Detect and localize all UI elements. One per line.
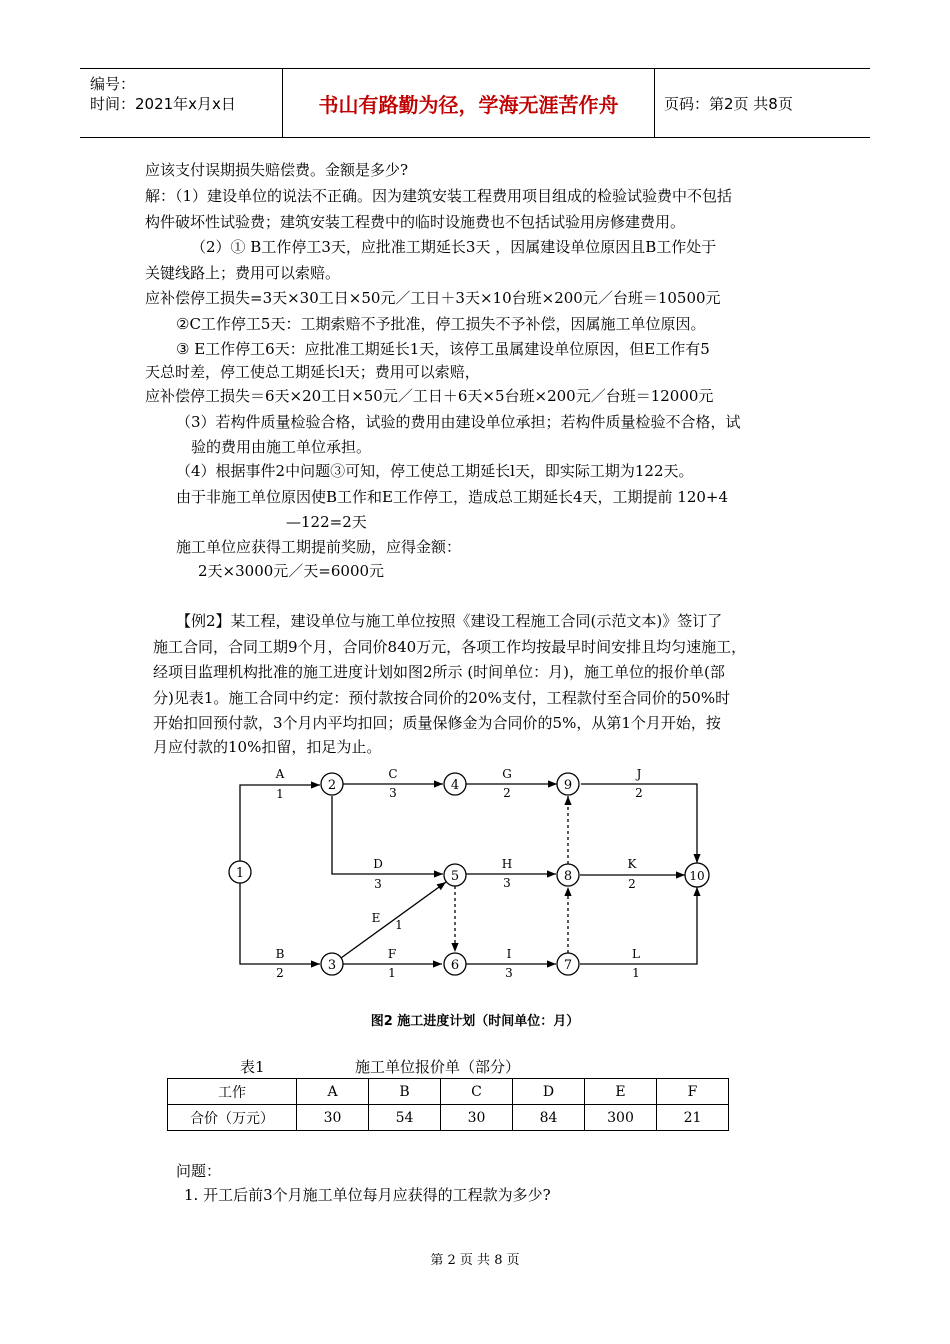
node-label-2: 2 — [327, 778, 337, 793]
table-cell: 30 — [297, 1105, 369, 1131]
body-line: 验的费用由施工单位承担。 — [191, 438, 372, 456]
activity-e-duration: 1 — [395, 918, 403, 932]
node-label-4: 4 — [450, 778, 460, 793]
table-cell: 30 — [441, 1105, 513, 1131]
activity-h-name: H — [501, 857, 513, 871]
body-line: （4）根据事件2中问题③可知，停工使总工期延长l天，即实际工期为122天。 — [176, 462, 694, 480]
body-line: 应补偿停工损失=3天×30工日×50元／工日＋3天×10台班×200元／台班＝10500元 — [145, 289, 721, 307]
activity-a-name: A — [275, 767, 285, 781]
activity-i-name: I — [506, 947, 512, 961]
table-subtitle: 施工单位报价单（部分） — [355, 1058, 521, 1076]
table-header-row — [168, 1079, 729, 1105]
table-cell: 54 — [369, 1105, 441, 1131]
time-label: 时间：2021年x月x日 — [90, 95, 236, 113]
table-cell: 84 — [513, 1105, 585, 1131]
table-title: 表1 — [240, 1058, 265, 1076]
body-line: （2）① B工作停工3天，应批准工期延长3天 ，因属建设单位原因且B工作处于 — [191, 238, 717, 256]
activity-k-duration: 2 — [628, 877, 636, 891]
body-line: （3）若构件质量检验合格，试验的费用由建设单位承担；若构件质量检验不合格，试 — [176, 413, 741, 431]
activity-d-name: D — [373, 857, 383, 871]
example-line: 【例2】某工程，建设单位与施工单位按照《建设工程施工合同(示范文本)》签订了 — [176, 612, 723, 630]
example-line: 经项目监理机构批准的施工进度计划如图2所示 (时间单位：月)，施工单位的报价单(部 — [153, 663, 725, 681]
table-cell: 合价（万元） — [168, 1105, 297, 1131]
activity-a-duration: 1 — [276, 787, 284, 801]
body-line: ③ E工作停工6天：应批准工期延长1天，该停工虽属建设单位原因，但E工作有5 — [176, 340, 710, 358]
activity-i-duration: 3 — [505, 966, 513, 980]
body-line: 解：（1）建设单位的说法不正确。因为建筑安装工程费用项目组成的检验试验费中不包括 — [145, 187, 733, 205]
quote-table — [167, 1078, 729, 1131]
number-label: 编号： — [90, 75, 136, 93]
activity-j-name: J — [636, 767, 642, 781]
example-line: 分)见表1。施工合同中约定：预付款按合同价的20%支付，工程款付至合同价的50%时 — [153, 689, 731, 707]
body-line: 关键线路上；费用可以索赔。 — [145, 264, 341, 282]
body-line: 应该支付误期损失赔偿费。金额是多少? — [145, 161, 409, 179]
body-line: 应补偿停工损失＝6天×20工日×50元／工日＋6天×5台班×200元／台班＝12000元 — [145, 387, 714, 405]
header-motto: 书山有路勤为径，学海无涯苦作舟 — [283, 69, 655, 137]
node-label-7: 7 — [563, 958, 573, 973]
activity-b-duration: 2 — [276, 966, 284, 980]
table-cell: 工作 — [168, 1079, 297, 1105]
activity-k-name: K — [627, 857, 637, 871]
table-cell: 300 — [585, 1105, 657, 1131]
body-line: 天总时差，停工使总工期延长l天；费用可以索赔， — [145, 363, 480, 381]
activity-l-name: L — [632, 947, 640, 961]
node-label-9: 9 — [563, 778, 573, 793]
table-cell: D — [513, 1079, 585, 1105]
table-cell: C — [441, 1079, 513, 1105]
body-line: —122=2天 — [286, 513, 367, 531]
node-label-8: 8 — [563, 869, 573, 884]
table-cell: F — [657, 1079, 729, 1105]
body-line: 构件破坏性试验费；建筑安装工程费中的临时设施费也不包括试验用房修建费用。 — [145, 213, 686, 231]
activity-d-duration: 3 — [374, 877, 382, 891]
activity-j-duration: 2 — [635, 786, 643, 800]
figure-caption: 图2 施工进度计划（时间单位：月） — [370, 1014, 580, 1029]
activity-g-name: G — [502, 767, 512, 781]
activity-c-name: C — [388, 767, 398, 781]
page-info-text: 页码：第2页 共8页 — [664, 94, 793, 113]
node-label-1: 1 — [235, 866, 245, 881]
body-line: ②C工作停工5天：工期索赔不予批准，停工损失不予补偿，因属施工单位原因。 — [176, 315, 706, 333]
activity-h-duration: 3 — [503, 876, 511, 890]
question-item: 1. 开工后前3个月施工单位每月应获得的工程款为多少? — [184, 1186, 551, 1204]
questions-label: 问题： — [176, 1162, 222, 1180]
activity-f-duration: 1 — [388, 966, 396, 980]
table-cell: A — [297, 1079, 369, 1105]
body-line: 由于非施工单位原因使B工作和E工作停工，造成总工期延长4天，工期提前 120+4 — [176, 488, 729, 506]
node-label-5: 5 — [450, 869, 460, 884]
table-cell: B — [369, 1079, 441, 1105]
node-label-6: 6 — [450, 958, 460, 973]
node-label-3: 3 — [327, 958, 337, 973]
table-row — [168, 1105, 729, 1131]
table-cell: 21 — [657, 1105, 729, 1131]
body-line: 施工单位应获得工期提前奖励，应得金额： — [176, 538, 462, 556]
arrow-d — [332, 796, 443, 874]
example-line: 施工合同，合同工期9个月，合同价840万元，各项工作均按最早时间安排且均匀速施工， — [153, 638, 747, 656]
node-label-10: 10 — [689, 869, 705, 883]
activity-b-name: B — [275, 947, 285, 961]
page-footer: 第 2 页 共 8 页 — [430, 1253, 520, 1268]
example-line: 月应付款的10%扣留，扣足为止。 — [153, 738, 382, 756]
body-line: 2天×3000元／天=6000元 — [198, 562, 385, 580]
example-line: 开始扣回预付款，3个月内平均扣回；质量保修金为合同价的5%，从第1个月开始，按 — [153, 714, 721, 732]
activity-l-duration: 1 — [632, 966, 640, 980]
activity-e-name: E — [371, 911, 381, 925]
activity-c-duration: 3 — [389, 786, 397, 800]
activity-f-name: F — [387, 947, 397, 961]
activity-g-duration: 2 — [503, 786, 511, 800]
table-cell: E — [585, 1079, 657, 1105]
